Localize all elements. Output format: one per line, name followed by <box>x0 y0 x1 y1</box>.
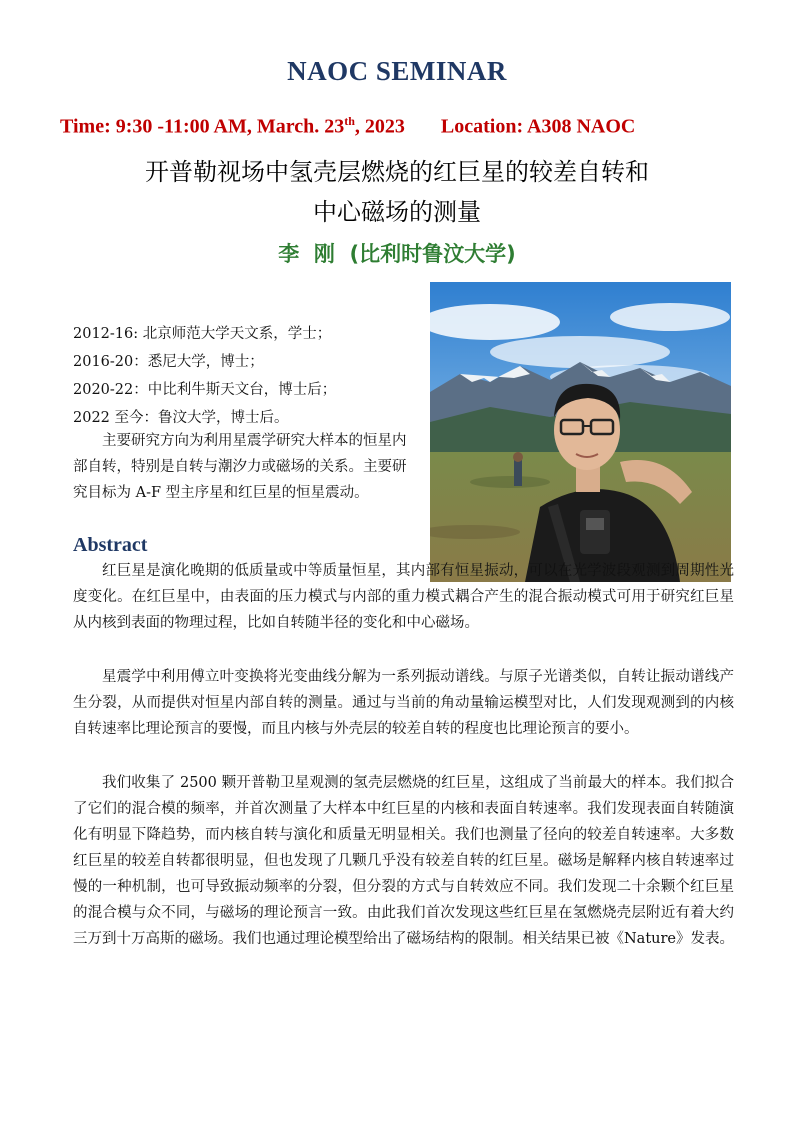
research-summary: 主要研究方向为利用星震学研究大样本的恒星内部自转，特别是自转与潮汐力或磁场的关系。主要研究目标为 A-F 型主序星和红巨星的恒星震动。 <box>73 433 407 501</box>
speaker-photo <box>430 282 731 582</box>
bio-line-2: 2016-20：悉尼大学，博士； <box>73 354 264 370</box>
bio-line-1: 2012-16: 北京师范大学天文系，学士； <box>73 326 332 342</box>
abstract-paragraph-3: 我们收集了 2500 颗开普勒卫星观测的氢壳层燃烧的红巨星，这组成了当前最大的样本。我们拟合了它们的混合模的频率，并首次测量了大样本中红巨星的内核和表面自转速率。我们发现表面自转随演化有明显下降趋势，而内核自转与演化和质量无明显相关。我们也测量了径向的较差自转速率。大多数红巨星的较差自转都很明显，但也发现了几颗几乎没有较差自转的红巨星。磁场是解释内核自转速率过慢的一种机制，也可导致振动频率的分裂，但分裂的方式与自转效应不同。我们发现二十余颗个红巨星的混合模与众不同，与磁场的理论预言一致。由此我们首次发现这些红巨星在氢燃烧壳层附近有着大约三万到十万高斯的磁场。我们也通过理论模型给出了磁场结构的限制。相关结果已被《Nature》发表。 <box>73 775 735 947</box>
speaker-name: 李 刚 (比利时鲁汶大学) <box>278 242 516 266</box>
time-text: Time: 9:30 -11:00 AM, March. 23 <box>60 115 345 138</box>
bio-line-3: 2020-22：中比利牛斯天文台，博士后； <box>73 382 337 398</box>
talk-title <box>60 152 734 232</box>
abstract-paragraph-2: 星震学中利用傅立叶变换将光变曲线分解为一系列振动谱线。与原子光谱类似，自转让振动谱线产生分裂，从而提供对恒星内部自转的测量。通过与当前的角动量输运模型对比，人们发现观测到的内核自转速率比理论预言的要慢，而且内核与外壳层的较差自转的程度也比理论预言的要小。 <box>73 669 734 737</box>
abstract-paragraph-1: 红巨星是演化晚期的低质量或中等质量恒星，其内部有恒星振动，可以在光学波段观测到周期性光度变化。在红巨星中，由表面的压力模式与内部的重力模式耦合产生的混合振动模式可用于研究红巨星从内核到表面的物理过程，比如自转随半径的变化和中心磁场。 <box>73 563 734 631</box>
abstract-heading: Abstract <box>73 534 148 556</box>
talk-title-line-1: 开普勒视场中氢壳层燃烧的红巨星的较差自转和 <box>145 158 649 186</box>
location-text: Location: A308 NAOC <box>440 115 636 138</box>
bio-line-4: 2022 至今：鲁汶大学，博士后。 <box>73 410 289 426</box>
seminar-title: NAOC SEMINAR <box>287 56 507 86</box>
date-ordinal-suffix: th <box>344 114 355 128</box>
talk-title-line-2: 中心磁场的测量 <box>313 198 481 226</box>
time-location-line <box>60 114 635 139</box>
speaker-photo-image <box>430 282 731 582</box>
time-year: , 2023 <box>354 115 405 138</box>
